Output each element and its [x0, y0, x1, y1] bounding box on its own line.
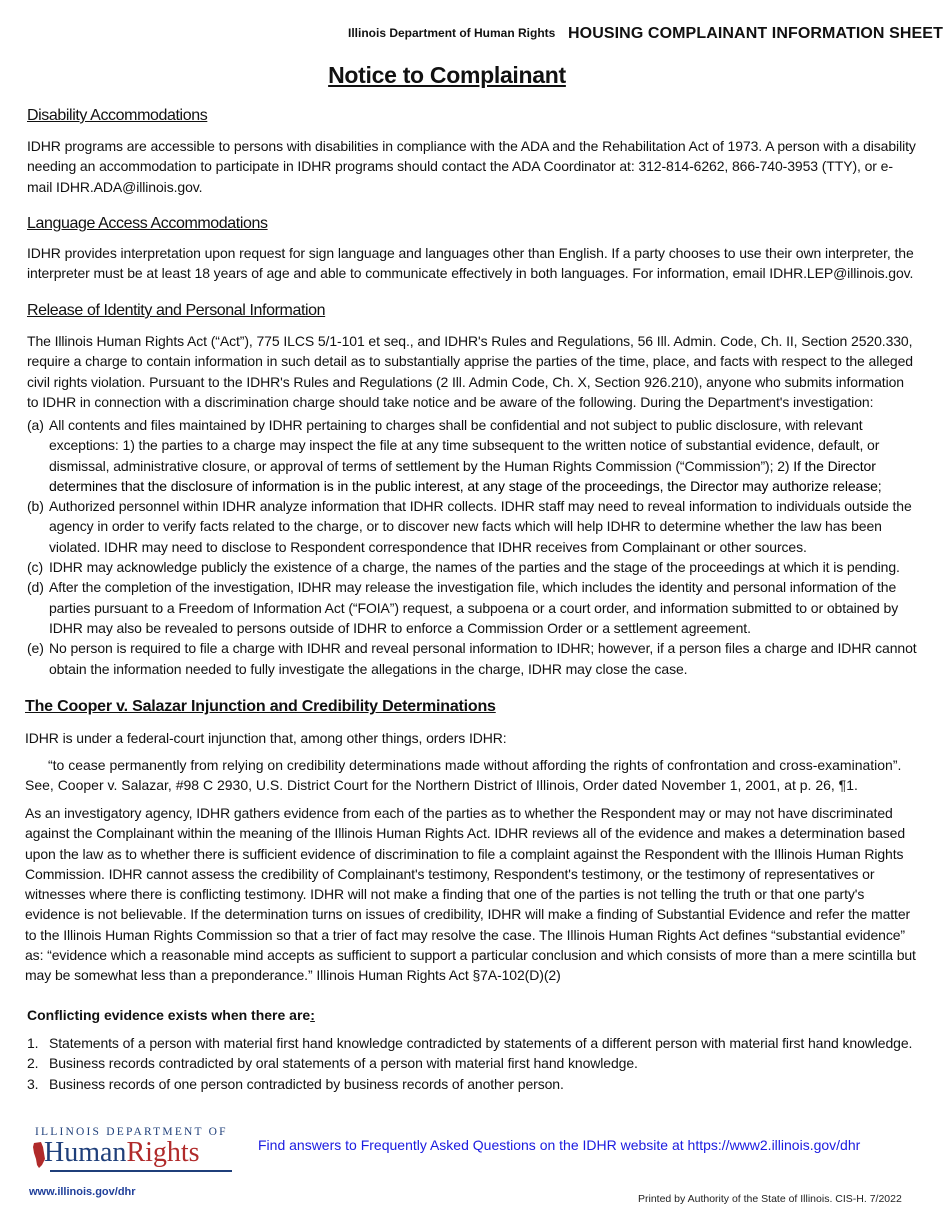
page-title: Notice to Complainant: [328, 62, 566, 88]
release-intro: The Illinois Human Rights Act (“Act”), 775 ILCS 5/1-101 et seq., and IDHR's Rules and Regulations, 56 Ill. Admin. Code, Ch. II, Section 2520.330, require a charge to contain information in such detail as to substantially apprise the parties of the time, place, and facts with respect to the alleged civil rights violation. Pursuant to the IDHR's Rules and Regulations (2 Ill. Admin Code, Ch. X, Section 926.210), anyone who submits information to IDHR in connection with a discrimination charge should take notice and be aware of the following. During the Department's investigation:: [27, 333, 913, 410]
idhr-logo: [30, 1126, 235, 1174]
cooper-quote-block: [25, 755, 917, 795]
list-item-text: IDHR may acknowledge publicly the existence of a charge, the names of the parties and the stage of the proceedings at which it is pending.: [49, 559, 900, 576]
list-marker: (c): [27, 559, 44, 576]
list-marker: (e): [27, 640, 44, 657]
language-heading: Language Access Accommodations: [27, 215, 268, 232]
list-marker: 2.: [27, 1055, 39, 1072]
list-item: [27, 1053, 921, 1073]
list-item: [27, 415, 921, 496]
release-list: [27, 415, 921, 679]
list-marker: (a): [27, 417, 44, 433]
list-item: [27, 577, 921, 638]
header-agency: Illinois Department of Human Rights: [348, 26, 556, 40]
conflicting-list: [27, 1033, 921, 1094]
conflicting-heading: [27, 1007, 315, 1023]
list-item: [27, 1033, 921, 1053]
conflicting-heading-text: Conflicting evidence exists when there are: [27, 1007, 311, 1023]
logo-underline: [50, 1170, 232, 1172]
disability-text: IDHR programs are accessible to persons with disabilities in compliance with the ADA and the Rehabilitation Act of 1973. A person with a disability needing an accommodation to participate in IDHR programs should contact the ADA Coordinator at: 312-814-6262, 866-740-3953 (TTY), or e-mail IDHR.ADA@illinois.gov.: [27, 138, 916, 195]
list-item-text: Business records of one person contradicted by business records of another person.: [49, 1075, 564, 1092]
list-item: [27, 638, 921, 679]
list-item: [27, 496, 921, 557]
list-item-text: After the completion of the investigation, IDHR may release the investigation file, which includes the identity and personal information of the parties pursuant to a Freedom of Information Act (“FOIA”) request, a subpoena or a court order, and information submitted to or obtained by IDHR may also be revealed to persons outside of IDHR to enforce a Commission Order or a settlement agreement.: [49, 579, 899, 636]
logo-word-human: Human: [44, 1137, 127, 1168]
list-marker: (d): [27, 579, 44, 596]
list-item: [27, 557, 921, 577]
list-marker: (b): [27, 498, 44, 515]
list-marker: 1.: [27, 1035, 39, 1051]
website-link[interactable]: www.illinois.gov/dhr: [29, 1186, 136, 1198]
cooper-quote: “to cease permanently from relying on credibility determinations made without affording the rights of confrontation and cross-examination”.: [48, 757, 902, 773]
release-heading: Release of Identity and Personal Information: [27, 302, 326, 319]
list-item: [27, 1074, 921, 1094]
faq-link[interactable]: Find answers to Frequently Asked Questions on the IDHR website at https://www2.illinois.gov/dhr: [258, 1137, 861, 1153]
printed-by-note: Printed by Authority of the State of Illinois. CIS-H. 7/2022: [638, 1193, 902, 1205]
cooper-body: As an investigatory agency, IDHR gathers evidence from each of the parties as to whether the Respondent may or may not have discriminated against the Complainant within the meaning of the Illinois Human Rights Act. IDHR reviews all of the evidence and makes a determination based upon the law as to whether there is sufficient evidence of discrimination to file a complaint against the Respondent with the Illinois Human Rights Commission. IDHR cannot assess the credibility of Complainant's testimony, Respondent's testimony, or the testimony of representatives or witnesses where there is conflicting testimony. IDHR will not make a finding that one of the parties is not telling the truth or that one party's evidence is not believable. If the determination turns on issues of credibility, IDHR will make a finding of Substantial Evidence and refer the matter to the Illinois Human Rights Commission so that a trier of fact may resolve the case. The Illinois Human Rights Act defines “substantial evidence” as: “evidence which a reasonable mind accepts as sufficient to support a particular conclusion and which consists of more than a mere scintilla but may be somewhat less than a preponderance.” Illinois Human Rights Act §7A-102(D)(2): [25, 805, 916, 984]
cooper-intro: IDHR is under a federal-court injunction that, among other things, orders IDHR:: [25, 730, 507, 746]
list-marker: 3.: [27, 1075, 39, 1092]
disability-heading: Disability Accommodations: [27, 107, 208, 124]
list-item-text: Statements of a person with material first hand knowledge contradicted by statements of a different person with material first hand knowledge.: [49, 1035, 913, 1051]
logo-main-text: [44, 1136, 200, 1170]
list-item-text: Business records contradicted by oral statements of a person with material first hand knowledge.: [49, 1055, 638, 1072]
language-text: IDHR provides interpretation upon request for sign language and languages other than English. If a party chooses to use their own interpreter, the interpreter must be at least 18 years of age and able to communicate effectively in both languages. For information, email IDHR.LEP@illinois.gov.: [27, 245, 914, 282]
cooper-heading: The Cooper v. Salazar Injunction and Credibility Determinations: [25, 698, 496, 715]
cooper-citation: See, Cooper v. Salazar, #98 C 2930, U.S. District Court for the Northern District of Illinois, Order dated November 1, 2001, at p. 26, ¶1.: [25, 777, 858, 793]
header-form-title: HOUSING COMPLAINANT INFORMATION SHEET: [568, 25, 943, 42]
list-item-text: Authorized personnel within IDHR analyze information that IDHR collects. IDHR staff may need to reveal information to individuals outside the agency in order to verify facts related to the charge, or to discover new facts which will help IDHR to determine whether the law has been violated. IDHR may need to disclose to Respondent correspondence that IDHR receives from Complainant or other sources.: [49, 498, 912, 555]
list-item-text-director: If the Director determines that the disclosure of information is in the public interest, at any stage of the proceedings, the Director may authorize release;: [49, 457, 882, 494]
list-item-text: All contents and files maintained by IDHR pertaining to charges shall be confidential and not subject to public disclosure, with relevant exceptions: 1) the parties to a charge may inspect the file at any time subsequent to the written notice of substantial evidence, default, or dismissal, administrative closure, or approval of terms of settlement by the Human Rights Commission (“Commission”); 2): [49, 417, 880, 474]
logo-top-text: ILLINOIS DEPARTMENT OF: [35, 1126, 228, 1138]
list-item-text: No person is required to file a charge with IDHR and reveal personal information to IDHR; however, if a person files a charge and IDHR cannot obtain the information needed to fully investigate the allegations in the charge, IDHR may close the case.: [49, 640, 917, 677]
conflicting-heading-colon: :: [310, 1007, 315, 1023]
logo-word-rights: Rights: [126, 1137, 200, 1168]
